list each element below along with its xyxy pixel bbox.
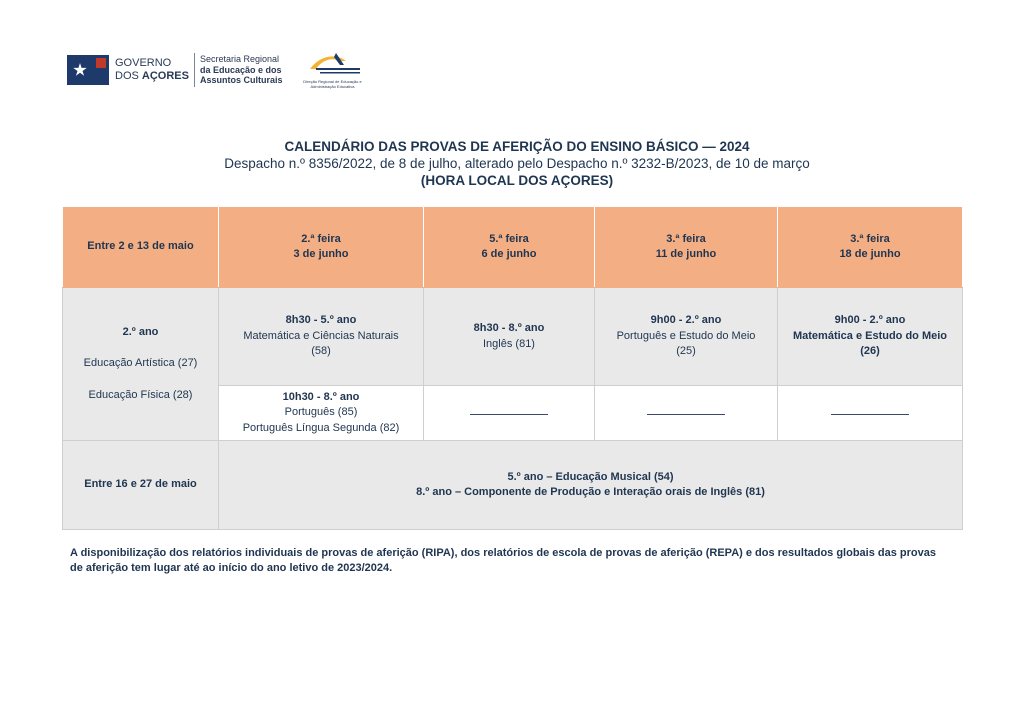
header-logos	[67, 50, 368, 90]
logo-divider	[194, 53, 195, 87]
second-year-block: 2.º ano Educação Artística (27) Educação Física (28)	[63, 288, 219, 441]
period-label-cell: Entre 16 e 27 de maio	[63, 441, 219, 530]
dre-logo: Direção Regional de Educação e Administração Educativa	[296, 51, 368, 89]
title-line-3: (HORA LOCAL DOS AÇORES)	[420, 173, 614, 188]
header-cell-day: 3.ª feira 11 de junho	[595, 207, 778, 288]
empty-cell	[424, 386, 595, 441]
table-row	[63, 441, 963, 530]
empty-dash	[470, 414, 548, 415]
secretaria-logo-text: Secretaria Regional da Educação e dos Assuntos Culturais	[199, 54, 283, 86]
exam-cell: 10h30 - 8.º ano Português (85) Português Língua Segunda (82)	[219, 386, 424, 441]
merged-exam-cell: 5.º ano – Educação Musical (54) 8.º ano – Componente de Produção e Interação orais de Inglês (81)	[219, 441, 963, 530]
exam-cell: 8h30 - 8.º ano Inglês (81)	[424, 288, 595, 386]
empty-cell	[778, 386, 963, 441]
header-cell-day: 3.ª feira 18 de junho	[778, 207, 963, 288]
empty-cell	[595, 386, 778, 441]
exam-cell: 9h00 - 2.º ano Português e Estudo do Meio (25)	[595, 288, 778, 386]
exam-calendar-table	[62, 206, 963, 530]
governo-acores-logo-text: GOVERNO DOS AÇORES	[115, 57, 189, 82]
title-line-1: CALENDÁRIO DAS PROVAS DE AFERIÇÃO DO ENSINO BÁSICO — 2024	[284, 139, 750, 154]
empty-dash	[647, 414, 725, 415]
footnote: A disponibilização dos relatórios individuais de provas de aferição (RIPA), dos relatórios de escola de provas de aferição (REPA) e dos resultados globais das provas de aferição tem lugar até ao início do ano letivo de 2023/2024.	[70, 547, 936, 574]
header-cell-day: 5.ª feira 6 de junho	[424, 207, 595, 288]
exam-cell: 8h30 - 5.º ano Matemática e Ciências Naturais (58)	[219, 288, 424, 386]
header-cell-period: Entre 2 e 13 de maio	[63, 207, 219, 288]
empty-dash	[831, 414, 909, 415]
table-header-row	[63, 207, 963, 288]
header-cell-day: 2.ª feira 3 de junho	[219, 207, 424, 288]
document-title	[0, 138, 1024, 189]
table-row	[63, 288, 963, 386]
azores-flag-icon	[67, 55, 109, 85]
title-line-2: Despacho n.º 8356/2022, de 8 de julho, alterado pelo Despacho n.º 3232-B/2023, de 10 de março	[224, 156, 810, 171]
exam-cell: 9h00 - 2.º ano Matemática e Estudo do Meio (26)	[778, 288, 963, 386]
